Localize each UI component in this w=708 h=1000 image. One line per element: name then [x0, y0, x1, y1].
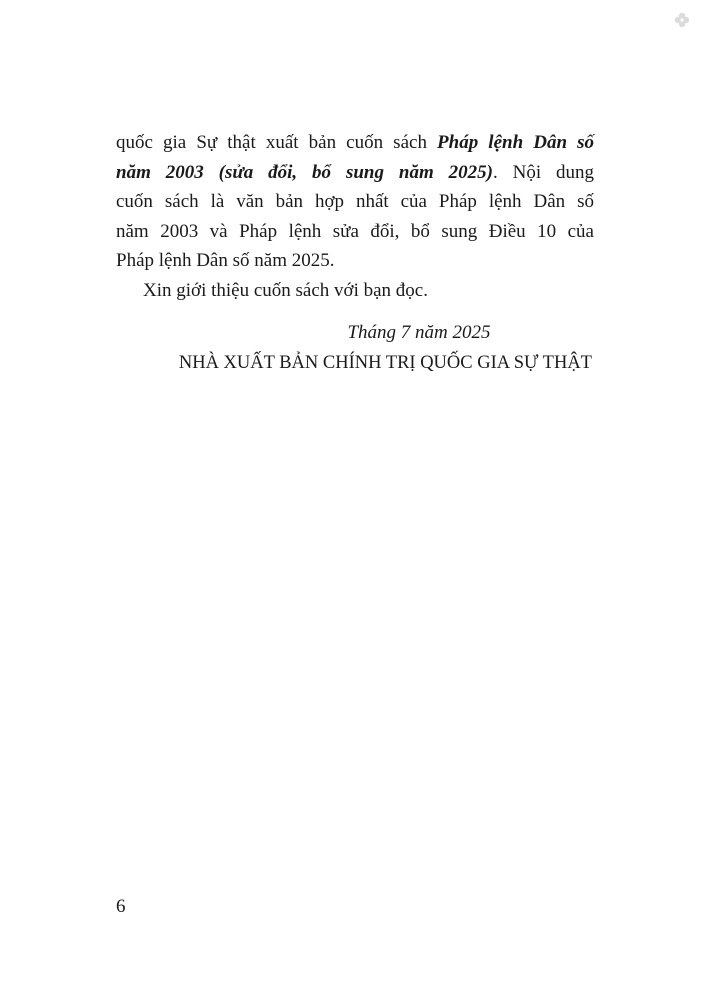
- text-run: quốc gia Sự thật xuất bản cuốn sách: [116, 132, 438, 153]
- signature-publisher: NHÀ XUẤT BẢN CHÍNH TRỊ QUỐC GIA SỰ THẬT: [178, 353, 592, 373]
- text-run: . Nội dung: [492, 161, 594, 183]
- page-number: 6: [116, 896, 126, 917]
- paragraph-line-6: Xin giới thiệu cuốn sách với bạn đọc.: [143, 279, 428, 301]
- paragraph-line-4: năm 2003 và Pháp lệnh sửa đổi, bổ sung Điều 10 của: [116, 220, 594, 242]
- book-title-part-1: Pháp lệnh Dân số: [437, 132, 595, 153]
- signature-date: Tháng 7 năm 2025: [347, 322, 491, 343]
- paragraph-line-2: [116, 158, 594, 188]
- paragraph-line-5: Pháp lệnh Dân số năm 2025.: [116, 250, 335, 271]
- flower-icon: [674, 12, 690, 28]
- body-paragraph: [116, 128, 594, 305]
- paragraph-line-3: cuốn sách là văn bản hợp nhất của Pháp lệnh Dân số: [116, 191, 594, 212]
- book-title-part-2: năm 2003 (sửa đổi, bổ sung năm 2025): [116, 161, 493, 183]
- paragraph-line-1: [116, 128, 594, 158]
